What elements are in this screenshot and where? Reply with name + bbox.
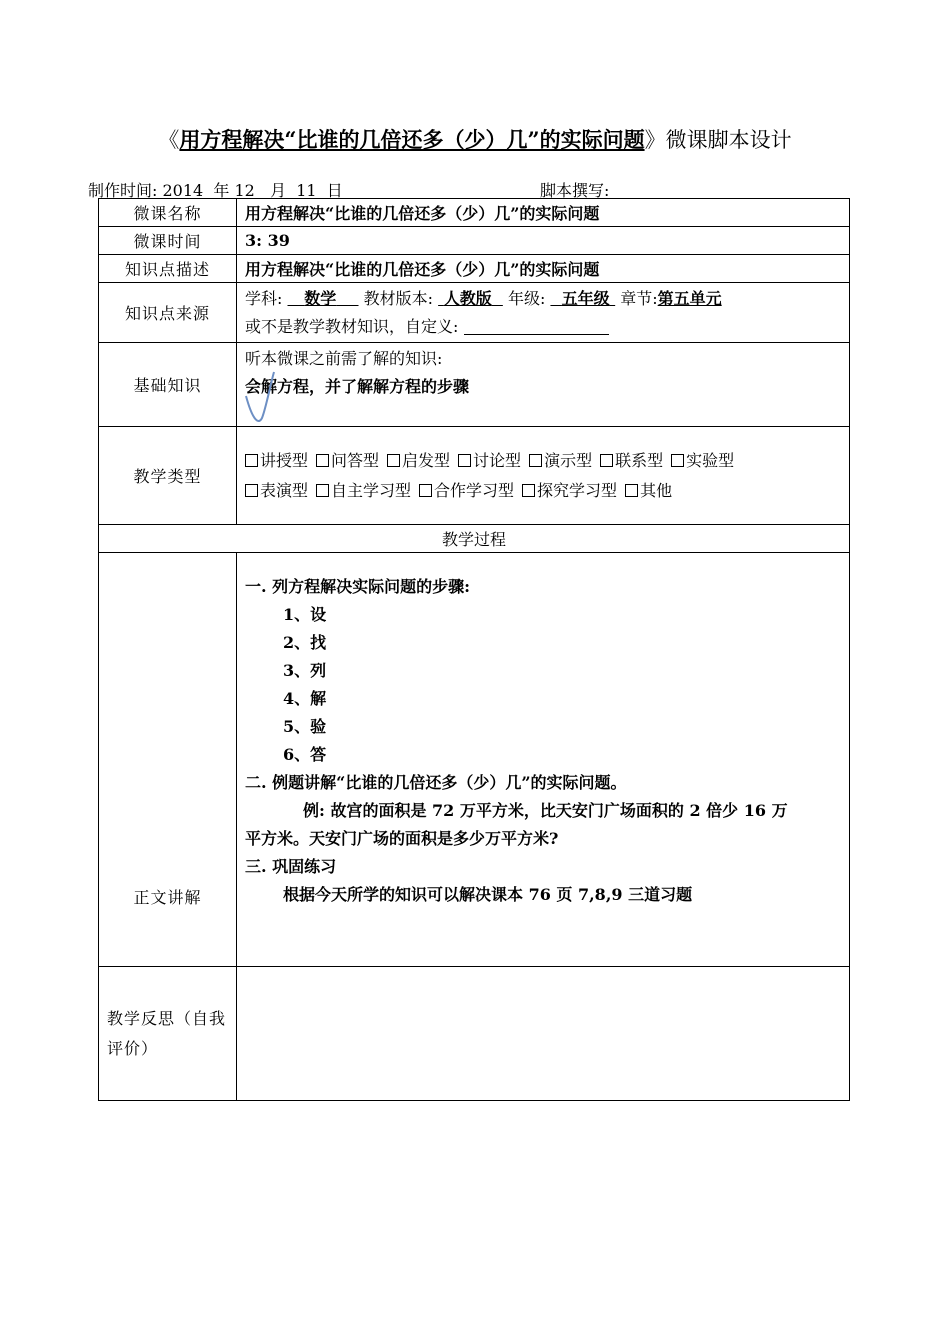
checkbox-icon[interactable] — [387, 454, 400, 467]
teaching-type-option[interactable]: 问答型 — [316, 446, 379, 476]
script-table — [98, 198, 850, 1101]
teaching-type-option[interactable]: 自主学习型 — [316, 476, 411, 506]
checkbox-icon[interactable] — [522, 484, 535, 497]
time-label: 微课时间 — [99, 227, 237, 255]
made-time: 制作时间: 2014 年 12 月 11 日 — [88, 181, 343, 200]
edition-value: 人教版 — [443, 288, 492, 308]
title-main: 用方程解决“比谁的几倍还多（少）几”的实际问题 — [179, 127, 645, 152]
time-value: 3: 39 — [237, 227, 850, 255]
checkbox-icon[interactable] — [600, 454, 613, 467]
desc-label: 知识点描述 — [99, 255, 237, 283]
step-item: 3、列 — [283, 661, 327, 680]
checkbox-icon[interactable] — [671, 454, 684, 467]
teaching-type-option[interactable]: 讨论型 — [458, 446, 521, 476]
teaching-type-option[interactable]: 实验型 — [671, 446, 734, 476]
basic-value: 会解方程，并了解解方程的步骤 — [245, 377, 470, 396]
checkbox-icon[interactable] — [316, 484, 329, 497]
pen-mark — [244, 368, 284, 428]
chapter-value: 第五单元 — [657, 288, 722, 308]
teaching-type-option[interactable]: 启发型 — [387, 446, 450, 476]
teaching-type-option[interactable]: 讲授型 — [245, 446, 308, 476]
step-item: 5、验 — [283, 717, 327, 736]
checkbox-icon[interactable] — [316, 454, 329, 467]
teaching-type-option[interactable]: 探究学习型 — [522, 476, 617, 506]
teaching-type-option[interactable]: 演示型 — [529, 446, 592, 476]
checkbox-icon[interactable] — [245, 454, 258, 467]
checkbox-icon[interactable] — [458, 454, 471, 467]
teaching-type-option[interactable]: 其他 — [625, 476, 672, 506]
process-header: 教学过程 — [99, 525, 850, 553]
document-title: 《用方程解决“比谁的几倍还多（少）几”的实际问题》微课脚本设计 — [158, 127, 792, 152]
step-item: 4、解 — [283, 689, 327, 708]
checkbox-icon[interactable] — [419, 484, 432, 497]
name-value: 用方程解决“比谁的几倍还多（少）几”的实际问题 — [237, 199, 850, 227]
grade-value: 五年级 — [561, 288, 610, 308]
type-cell — [237, 427, 850, 525]
desc-value: 用方程解决“比谁的几倍还多（少）几”的实际问题 — [237, 255, 850, 283]
teaching-type-option[interactable]: 合作学习型 — [419, 476, 514, 506]
checkbox-icon[interactable] — [625, 484, 638, 497]
step-item: 1、设 — [283, 605, 327, 624]
type-label: 教学类型 — [99, 427, 237, 525]
body-label: 正文讲解 — [99, 553, 237, 967]
script-author: 脚本撰写: — [540, 181, 610, 200]
step-item: 2、找 — [283, 633, 327, 652]
teaching-type-option[interactable]: 联系型 — [600, 446, 663, 476]
reflect-cell — [237, 967, 850, 1101]
source-label: 知识点来源 — [99, 283, 237, 343]
custom-blank — [464, 320, 609, 335]
body-cell: 一. 列方程解决实际问题的步骤: 1、设 2、找 3、列 4、解 5、验 6、答 二. 例题讲解“比谁的几倍还多（少）几”的实际问题。 例: 故宫的面积是 72 万平方米，比天安门广场面积的 2 倍少 16 万 平方米。天安门广场的面积是多少万平方米? 三. 巩固练习 根据今天所学的知识可以解决课本 76 页 7,8,9 三道习题 — [237, 553, 850, 967]
step-item: 6、答 — [283, 745, 327, 764]
source-cell: 学科: 数学 教材版本: 人教版 年级: 五年级 章节:第五单元 或不是教学教材知识，自定义: — [237, 283, 850, 343]
reflect-label: 教学反思（自我评价） — [99, 967, 237, 1101]
subject-value: 数学 — [304, 288, 337, 308]
checkbox-icon[interactable] — [529, 454, 542, 467]
name-label: 微课名称 — [99, 199, 237, 227]
checkbox-icon[interactable] — [245, 484, 258, 497]
basic-cell: 听本微课之前需了解的知识: 会解方程，并了解解方程的步骤 — [237, 343, 850, 427]
teaching-type-option[interactable]: 表演型 — [245, 476, 308, 506]
basic-label: 基础知识 — [99, 343, 237, 427]
